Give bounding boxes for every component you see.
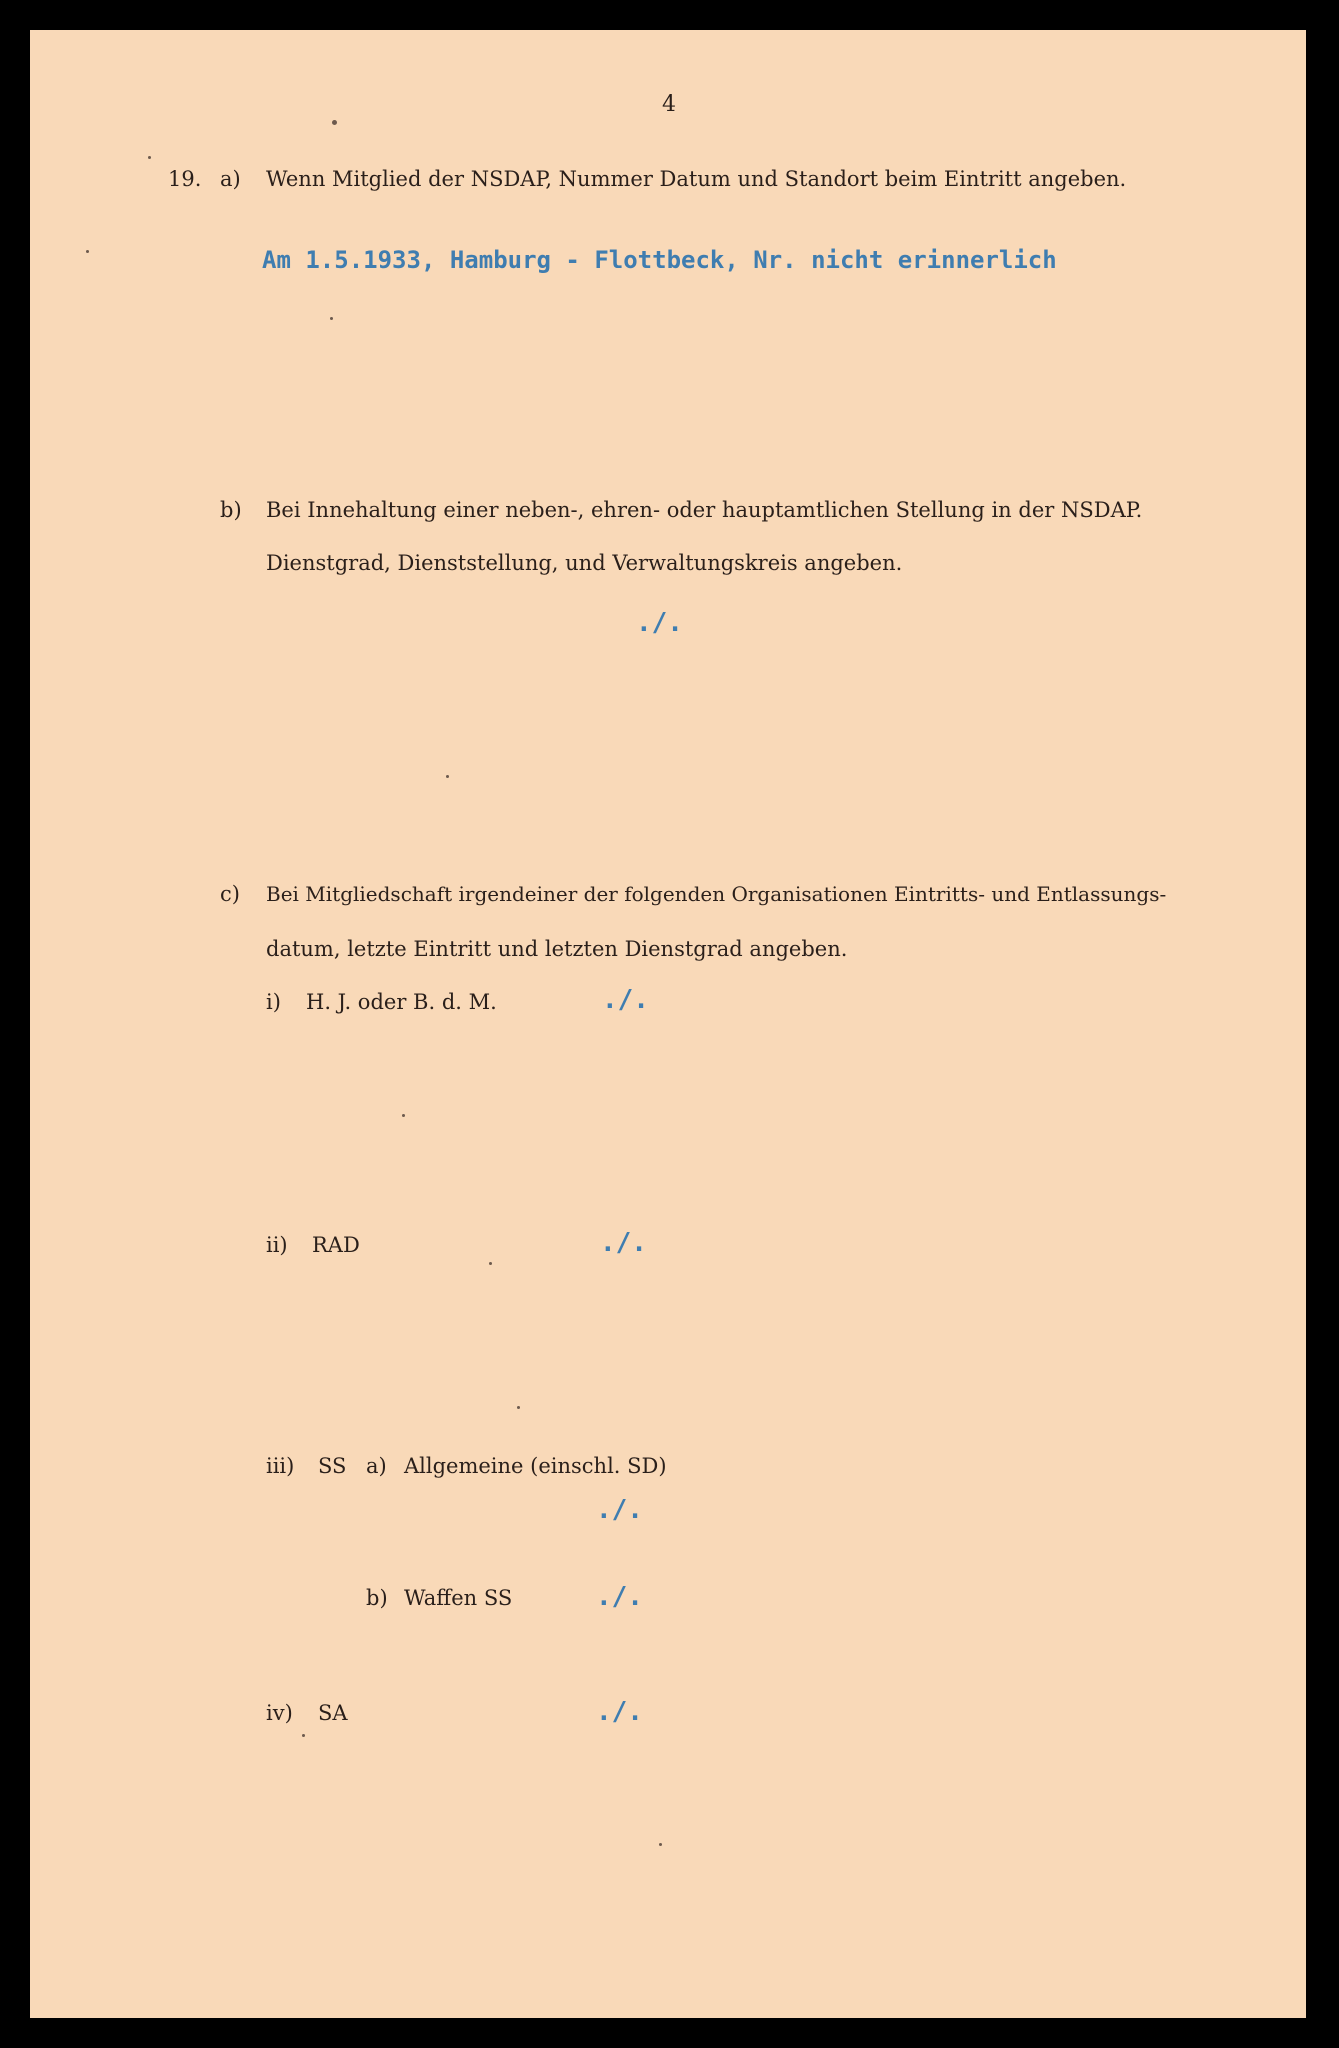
paper-speck	[302, 1734, 305, 1737]
item-iii-a-answer: ./.	[596, 1495, 643, 1525]
item-iii-text: SS	[318, 1454, 347, 1478]
page-number: 4	[662, 92, 676, 117]
question-a-text: Wenn Mitglied der NSDAP, Nummer Datum und Standort beim Eintritt angeben.	[266, 167, 1127, 191]
question-a-answer: Am 1.5.1933, Hamburg - Flottbeck, Nr. nicht erinnerlich	[262, 246, 1057, 274]
question-c-text-line2: datum, letzte Eintritt und letzten Dienstgrad angeben.	[266, 937, 848, 961]
paper-speck	[148, 156, 151, 159]
item-i-text: H. J. oder B. d. M.	[306, 990, 497, 1014]
paper-speck	[446, 775, 449, 778]
item-iv-text: SA	[318, 1701, 348, 1725]
question-number: 19.	[168, 167, 202, 191]
item-iv-label: iv)	[266, 1701, 293, 1725]
paper-speck	[517, 1406, 520, 1409]
item-ii-label: ii)	[266, 1233, 288, 1257]
item-i-label: i)	[266, 990, 281, 1014]
item-iii-a-text: Allgemeine (einschl. SD)	[404, 1454, 667, 1478]
question-b-text-line1: Bei Innehaltung einer neben-, ehren- oder hauptamtlichen Stellung in der NSDAP.	[266, 498, 1143, 522]
item-iv-answer: ./.	[596, 1697, 643, 1727]
item-ii-text: RAD	[312, 1233, 360, 1257]
question-b-text-line2: Dienstgrad, Dienststellung, und Verwaltungskreis angeben.	[266, 551, 903, 575]
item-i-answer: ./.	[602, 985, 649, 1015]
item-ii-answer: ./.	[600, 1228, 647, 1258]
paper-speck	[330, 317, 333, 320]
question-a-label: a)	[220, 167, 241, 191]
item-iii-b-text: Waffen SS	[404, 1586, 513, 1610]
item-iii-label: iii)	[266, 1454, 295, 1478]
paper-speck	[659, 1843, 662, 1846]
paper-speck	[489, 1262, 492, 1265]
question-b-answer: ./.	[636, 608, 683, 638]
paper-speck	[402, 1114, 405, 1117]
item-iii-b-answer: ./.	[596, 1582, 643, 1612]
question-b-label: b)	[220, 498, 242, 522]
question-c-label: c)	[220, 882, 240, 906]
paper-speck	[86, 250, 89, 253]
item-iii-b-label: b)	[366, 1586, 388, 1610]
item-iii-a-label: a)	[366, 1454, 387, 1478]
question-c-text-line1: Bei Mitgliedschaft irgendeiner der folgenden Organisationen Eintritts- und Entlassungs-	[266, 882, 1167, 906]
document-page	[30, 30, 1306, 2018]
paper-speck	[332, 120, 337, 125]
